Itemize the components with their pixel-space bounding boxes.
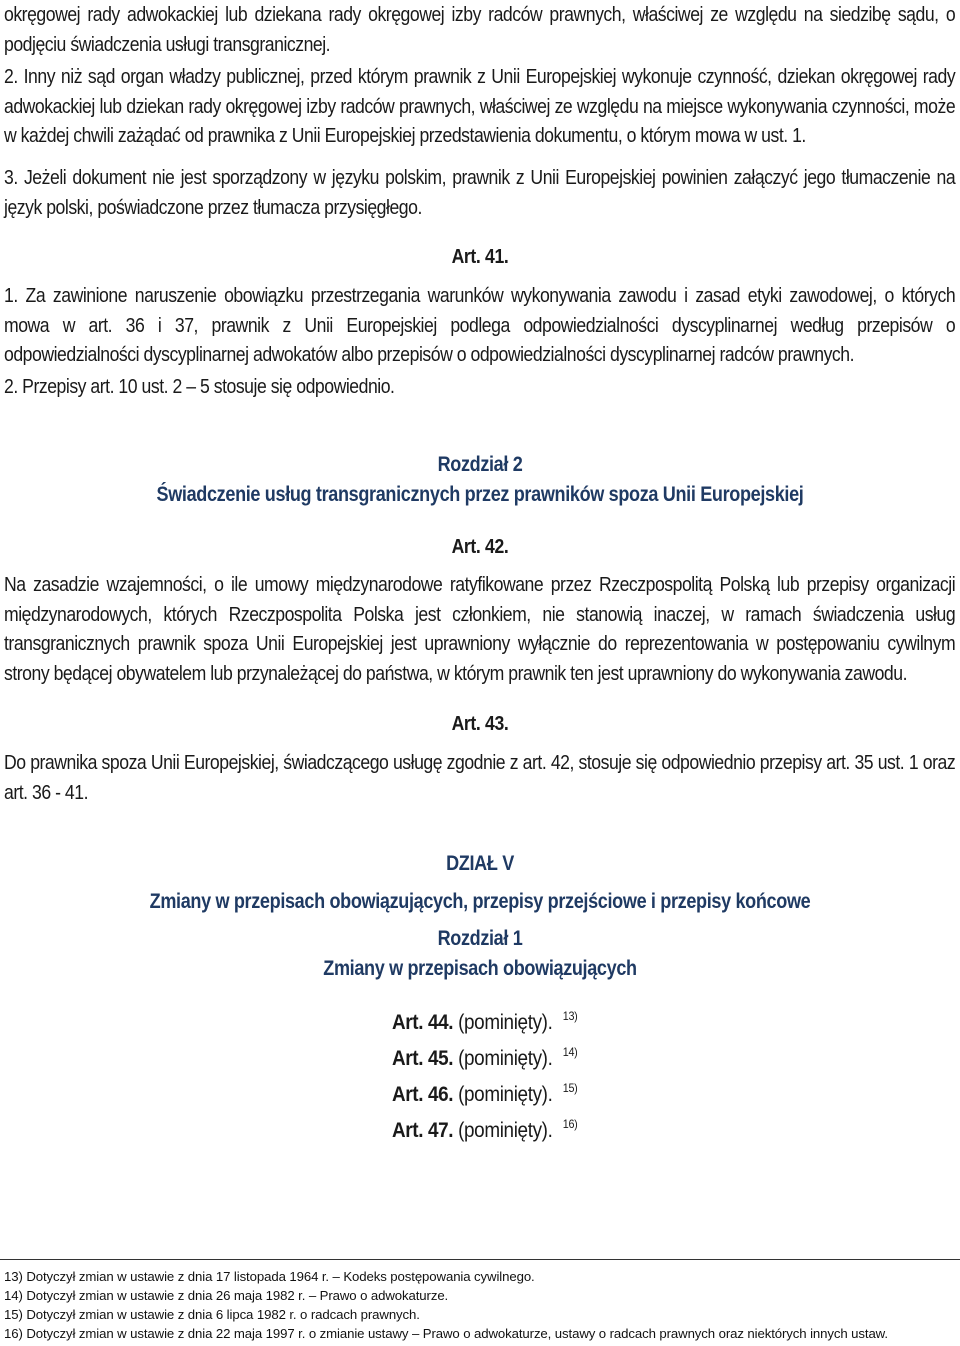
- chapter-2-title: Świadczenie usług transgranicznych przez prawników spoza Unii Europejskiej: [156, 483, 804, 506]
- article-43-paragraph: Do prawnika spoza Unii Europejskiej, świadczącego usługę zgodnie z art. 42, stosuje się odpowiednio przepisy art. 35 ust. 1 oraz art. 36 - 41.: [4, 751, 956, 804]
- footnote: 16) Dotyczył zmian w ustawie z dnia 22 maja 1997 r. o zmianie ustawy – Prawo o adwokaturze, ustawy o radcach prawnych oraz niektórych innych ustaw.: [4, 1326, 888, 1341]
- article-status: (pominięty).: [458, 1083, 553, 1106]
- footnote-reference: 13): [562, 1009, 578, 1023]
- footnote-reference: 16): [562, 1117, 578, 1131]
- article-41-paragraph-2: 2. Przepisy art. 10 ust. 2 – 5 stosuje się odpowiednio.: [4, 375, 395, 398]
- paragraph-continuation: okręgowej rady adwokackiej lub dziekana rady okręgowej izby radców prawnych, właściwej ze względu na siedzibę sądu, o podjęciu świadczenia usługi transgranicznej.: [4, 3, 956, 56]
- omitted-article-row: [392, 1081, 577, 1107]
- chapter-1-title: Zmiany w przepisach obowiązujących: [323, 957, 637, 980]
- chapter-1-label: Rozdział 1: [437, 927, 523, 950]
- article-42-paragraph: Na zasadzie wzajemności, o ile umowy międzynarodowe ratyfikowane przez Rzeczpospolitą Polską lub przepisy organizacji międzynarodowych, których Rzeczpospolita Polska jest członkiem, nie stanowią inaczej, w ramach świadczenia usług transgranicznych prawnik spoza Unii Europejskiej jest uprawniony wyłącznie do reprezentowania w postępowaniu cywilnym strony będącej obywatelem lub przynależącej do państwa, w którym prawnik ten jest uprawniony do wykonywania zawodu.: [4, 573, 956, 685]
- paragraph-2: 2. Inny niż sąd organ władzy publicznej, przed którym prawnik z Unii Europejskiej wykonuje czynność, dziekan okręgowej rady adwokackiej lub dziekan rady okręgowej izby radców prawnych, właściwej ze względu na miejsce wykonywania czynności, może w każdej chwili zażądać od prawnika z Unii Europejskiej przedstawienia dokumentu, o którym mowa w ust. 1.: [4, 65, 956, 147]
- article-41-paragraph-1: 1. Za zawinione naruszenie obowiązku przestrzegania warunków wykonywania zawodu i zasad etyki zawodowej, o których mowa w art. 36 i 37, prawnik z Unii Europejskiej podlega odpowiedzialności dyscyplinarnej według przepisów o odpowiedzialności dyscyplinarnej adwokatów albo przepisów o odpowiedzialności dyscyplinarnej radców prawnych.: [4, 284, 956, 366]
- omitted-article-row: [392, 1045, 577, 1071]
- omitted-article-row: [392, 1117, 577, 1143]
- article-number: Art. 45.: [392, 1047, 454, 1070]
- article-41-title: Art. 41.: [451, 246, 509, 268]
- paragraph-3: 3. Jeżeli dokument nie jest sporządzony w języku polskim, prawnik z Unii Europejskiej powinien załączyć jego tłumaczenie na język polski, poświadczone przez tłumacza przysięgłego.: [4, 166, 956, 219]
- division-5-title: Zmiany w przepisach obowiązujących, przepisy przejściowe i przepisy końcowe: [149, 890, 811, 913]
- chapter-2-label: Rozdział 2: [437, 453, 523, 476]
- footnote: 13) Dotyczył zmian w ustawie z dnia 17 listopada 1964 r. – Kodeks postępowania cywilnego.: [4, 1269, 535, 1284]
- article-number: Art. 46.: [392, 1083, 454, 1106]
- article-status: (pominięty).: [458, 1047, 553, 1070]
- article-number: Art. 44.: [392, 1011, 454, 1034]
- footnote: 14) Dotyczył zmian w ustawie z dnia 26 maja 1982 r. – Prawo o adwokaturze.: [4, 1288, 449, 1303]
- division-5-label: DZIAŁ V: [446, 852, 514, 875]
- omitted-article-row: [392, 1009, 577, 1035]
- article-number: Art. 47.: [392, 1119, 454, 1142]
- article-42-title: Art. 42.: [451, 536, 509, 558]
- footnote-divider: [0, 1259, 960, 1260]
- article-status: (pominięty).: [458, 1011, 553, 1034]
- footnote: 15) Dotyczył zmian w ustawie z dnia 6 lipca 1982 r. o radcach prawnych.: [4, 1307, 420, 1322]
- article-43-title: Art. 43.: [451, 713, 509, 735]
- footnote-reference: 15): [562, 1081, 578, 1095]
- footnote-reference: 14): [562, 1045, 578, 1059]
- article-status: (pominięty).: [458, 1119, 553, 1142]
